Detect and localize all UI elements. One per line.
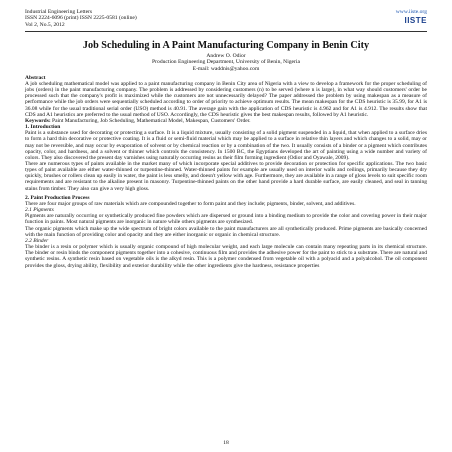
abstract-heading: Abstract	[25, 74, 46, 81]
author-email: E-mail: waddnis@yahoo.com	[192, 65, 260, 72]
intro-paragraph-1: Paint is a substance used for decorating or protecting a surface. It is a liquid mixture, usually consisting of a solid pigment suspended in a liquid, that when applied to a surface dries to form a hard thin decorative or protective coating. It is a fluid or semi-fluid material which may be applied to a surface in relative thin layers and which changes to a solid, may or may not be reversible, and may occur by evaporation of solvent or by chemical reaction or by a combination of the two. It usually consists of a binder or a pigment which contributes opacity, color, and hardness, and a solvent or thinner which controls the consistency. In 1500 BC, the Egyptians developed the art of painting using a wide number and variety of colors. They also discovered the present day varnishes using naturally occurring resins as their film forming ingredient (Odior and Oyawale, 2009).	[25, 130, 427, 161]
pigments-paragraph-2: The organic pigments which make up the wide spectrum of bright colors available to the paint manufacturers are all synthetically produced. Prime pigments are basically concerned with the main function of providing color and opacity and they are either inorganic or organic in chemical structure.	[25, 225, 427, 238]
binder-paragraph-1: The binder is a resin or polymer which is usually organic compound of high molecular weight, and each large molecule can contain many repeating parts in its chemical structure. The binder or resin binds the component pigments together into a cohesive, continuous film and provides the adhesive power for the paint to stick to a substrate. There are natural and synthetic resins. A synthetic resin based on vegetable oils is the alkyd resin. This is a polymer condensed from vegetable oil with a polyacid and a polyalcohol. The oil component provides the gloss, drying ability, flexibility and exterior durability while the other ingredients give the hardness, resistance properties	[25, 244, 427, 269]
paper-title: Job Scheduling in A Paint Manufacturing Company in Benin City	[82, 40, 370, 52]
section2-paragraph-1: There are four major groups of raw materials which are compounded together to form paint and they include; pigments, binder, solvent, and additives.	[25, 200, 356, 207]
journal-name: Industrial Engineering Letters	[25, 9, 93, 15]
author-affiliation: Production Engineering Department, University of Benin, Nigeria	[152, 59, 300, 66]
journal-logo	[367, 9, 427, 25]
binder-heading: 2.2 Binder	[25, 237, 49, 244]
page-number: 18	[223, 440, 229, 446]
keywords-label: Keywords:	[25, 117, 51, 124]
section2-heading: 2. Paint Production Process	[25, 194, 90, 201]
abstract-text: A job scheduling mathematical model was applied to a paint manufacturing company in Benin City area of Nigeria with a view to develop a framework for the proper scheduling of jobs (orders) in the paint manufacturing company. The problem is addressed by considering customers (n) to be served (where n is large), in what way should customers' order be processed such that the company's profit is maximized while the customers are not unnecessarily delayed? The paper addressed the problem by using makespan as a measure of performance while the job orders were sequentially scheduled according to order of priority to achieve optimum results. The mean makespan for the CDS heuristic is 35.99, for A1 is 36.08 while for the usual traditional serial order (USO) method is 40.91. The average gain with the application of CDS heuristic is 4.962 and for A1 is 4.912. The results show that CDS and A1 heuristics are preferred to the usual method of USO. Accordingly, the CDS heuristic gives the best makespan results, followed by A1 heuristic.	[25, 80, 427, 118]
pigments-heading: 2.1 Pigments	[25, 207, 54, 214]
keywords-text: Paint Manufacturing, Job Scheduling, Mathematical Model, Makespan, Customers' Order.	[52, 117, 251, 124]
header-rule	[25, 31, 427, 32]
intro-paragraph-2: There are numerous types of paints available in the market many of which incorporate special additives to provide decoration or protection for specific applications. The two basic types of paint available are either water-thinned or turpentine-thinned. Water-thinned paints for example are usually used on interior walls and ceilings, primarily because they dry quickly, brushes or rollers clean up easily in water, the paint is less smelly, and doesn't yellow with age. Furthermore, they are available in a range of gloss levels to suit specific room requirements and are resistant to the alkaline present in masonry. Turpentine-thinned paints on the other hand provide a hard durable surface, are easily cleaned, and seal in tanning stains from timber. They also can give a very high gloss.	[25, 161, 427, 192]
journal-header	[25, 9, 427, 28]
journal-issn: ISSN 2224-6096 (print) ISSN 2225-0581 (online)	[25, 15, 137, 22]
iiste-logo-icon: IISTE	[404, 16, 427, 26]
journal-volume: Vol 2, No.5, 2012	[25, 21, 65, 28]
journal-url-link[interactable]: www.iiste.org	[395, 9, 427, 15]
paper-body	[25, 75, 427, 269]
pigments-paragraph-1: Pigments are naturally occurring or synthetically produced fine powders which are dispersed or ground into a binding medium to provide the color and covering power in their major function in paints. Most natural pigments are inorganic in nature while others pigments are synthesized.	[25, 213, 427, 226]
author-name: Andrew O. Odior	[206, 53, 246, 60]
intro-heading: 1. Introduction	[25, 124, 61, 131]
author-block	[25, 53, 427, 72]
